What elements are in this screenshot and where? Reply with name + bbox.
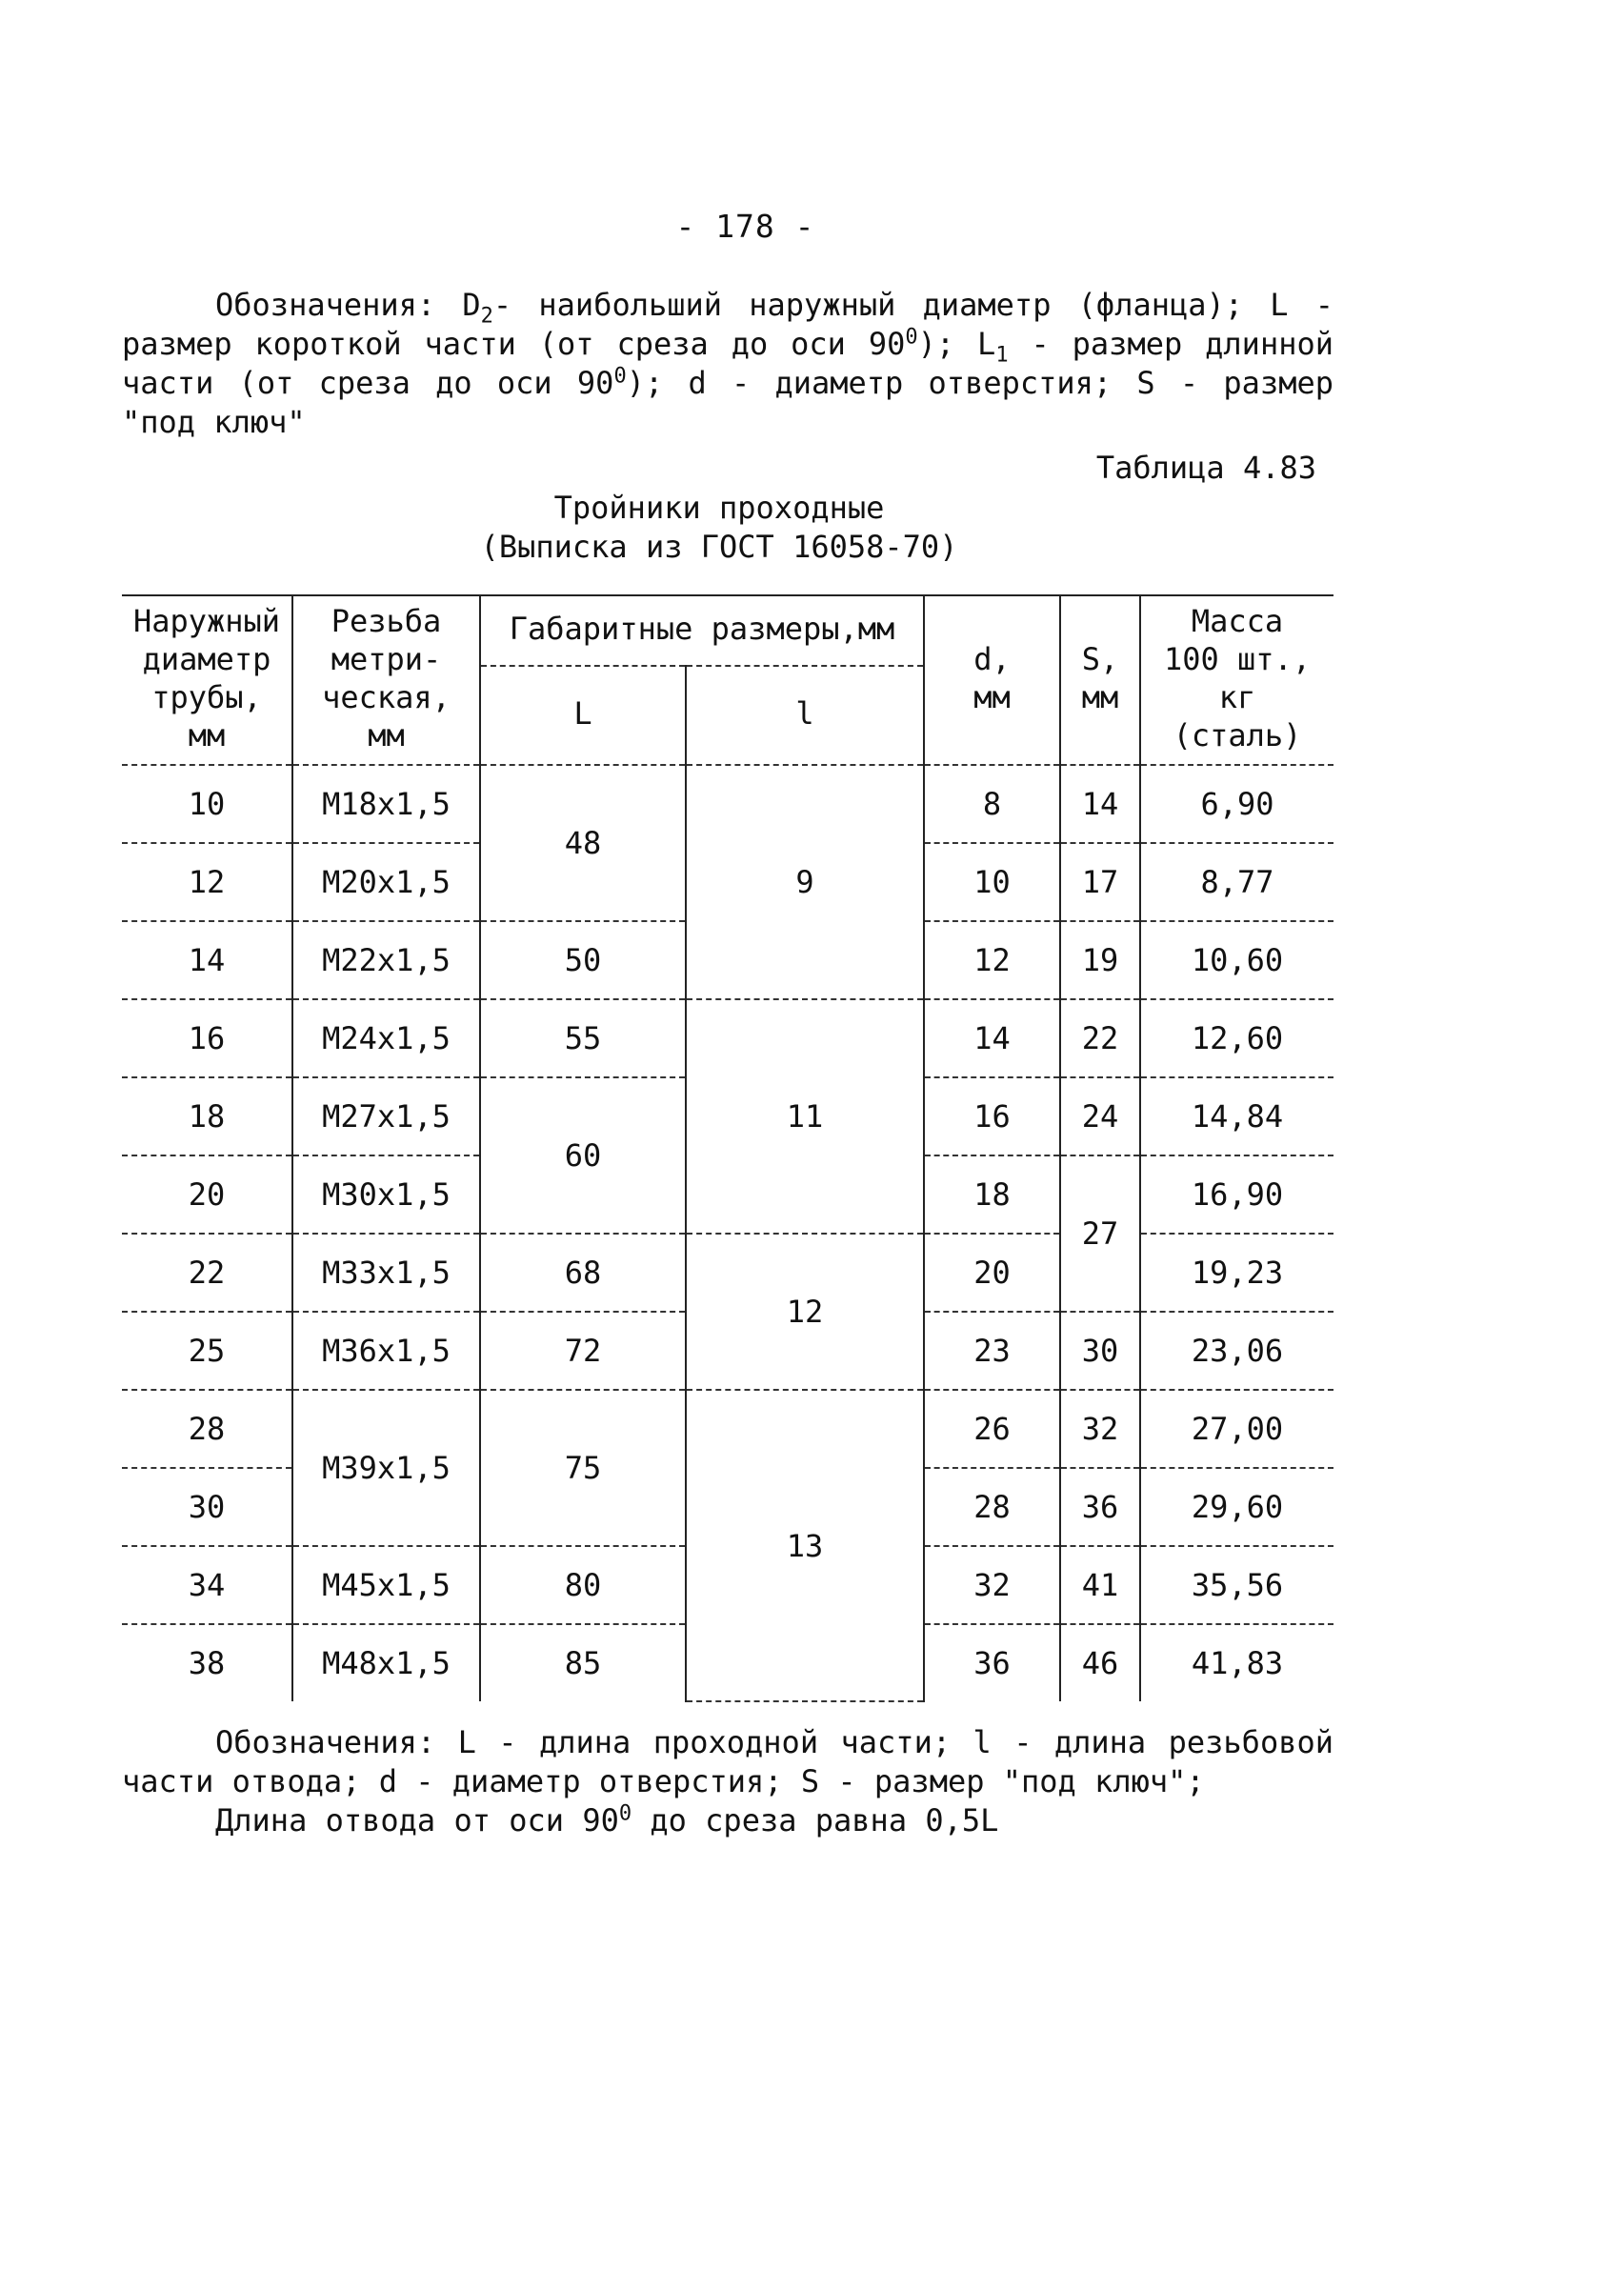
cell-d: 18 [924,1155,1060,1234]
header-l-upper: L [480,666,686,765]
header-s: S, мм [1060,595,1140,765]
cell-thread: M36x1,5 [292,1312,480,1390]
cell-mass: 23,06 [1140,1312,1333,1390]
header-outer-diameter: Наружный диаметр трубы, мм [122,595,292,765]
cell-d: 14 [924,999,1060,1077]
cell-mass: 8,77 [1140,843,1333,921]
cell-d: 23 [924,1312,1060,1390]
legend-top-text-3: ); L [917,326,996,362]
cell-thread: M45x1,5 [292,1546,480,1624]
cell-mass: 16,90 [1140,1155,1333,1234]
cell-length-l: 80 [480,1546,686,1624]
cell-d: 26 [924,1390,1060,1468]
cell-mass: 41,83 [1140,1624,1333,1701]
cell-thread: M33x1,5 [292,1234,480,1312]
cell-mass: 35,56 [1140,1546,1333,1624]
cell-dn: 14 [122,921,292,999]
header-thread: Резьба метри- ческая, мм [292,595,480,765]
legend-top-sub-2: 1 [995,343,1009,368]
cell-thread: M24x1,5 [292,999,480,1077]
legend-bottom [122,1723,1333,1840]
table-title [433,489,1005,567]
legend-top-text-2: - наибольший наружный диаметр (фланца); L - размер короткой части (от среза до оси 90 [122,287,1334,362]
cell-s: 36 [1060,1468,1140,1546]
cell-s: 22 [1060,999,1140,1077]
table-row [122,999,1333,1077]
legend-top-sup-2: 0 [613,364,627,389]
cell-d: 10 [924,843,1060,921]
cell-s: 19 [1060,921,1140,999]
cell-length-thread-l: 9 [686,765,924,999]
cell-s: 24 [1060,1077,1140,1155]
cell-length-l: 60 [480,1077,686,1234]
legend-top-text-5: ); d - диаметр отверстия; S - размер "под ключ" [122,365,1334,440]
cell-dn: 28 [122,1390,292,1468]
page-number: - 178 - [675,208,815,245]
cell-length-thread-l: 13 [686,1390,924,1701]
cell-thread: M22x1,5 [292,921,480,999]
cell-dn: 10 [122,765,292,843]
legend-top-text-1: Обозначения: D [215,287,481,323]
data-table [122,594,1333,1702]
legend-top [122,286,1333,442]
header-d: d, мм [924,595,1060,765]
legend-top-sup-1: 0 [905,325,918,350]
cell-thread: M48x1,5 [292,1624,480,1701]
table-row [122,765,1333,843]
cell-d: 12 [924,921,1060,999]
cell-mass: 14,84 [1140,1077,1333,1155]
cell-s: 41 [1060,1546,1140,1624]
cell-length-l: 75 [480,1390,686,1546]
legend-top-text-4: - размер длинной части (от среза до оси 90 [122,326,1334,401]
cell-d: 28 [924,1468,1060,1546]
cell-d: 36 [924,1624,1060,1701]
cell-dn: 18 [122,1077,292,1155]
cell-dn: 38 [188,1645,226,1681]
cell-d: 16 [924,1077,1060,1155]
cell-dn: 34 [122,1546,292,1624]
cell-dn: 22 [122,1234,292,1312]
cell-d: 32 [924,1546,1060,1624]
table-row [122,1390,1333,1468]
cell-s: 17 [1060,843,1140,921]
cell-dn: 16 [122,999,292,1077]
cell-mass: 12,60 [1140,999,1333,1077]
header-l-lower: l [686,666,924,765]
cell-s: 30 [1060,1312,1140,1390]
cell-length-l: 48 [480,765,686,921]
header-overall-dimensions: Габаритные размеры,мм [480,595,924,666]
cell-dn: 20 [122,1155,292,1234]
cell-thread: M39x1,5 [292,1390,480,1546]
cell-s: 14 [1060,765,1140,843]
table-row [122,1234,1333,1312]
table-number: Таблица 4.83 [1095,450,1316,486]
cell-s: 27 [1060,1155,1140,1312]
legend-top-sub-1: 2 [480,304,493,329]
cell-dn: 30 [122,1468,292,1546]
cell-d: 8 [924,765,1060,843]
cell-s: 46 [1060,1624,1140,1701]
cell-thread: M27x1,5 [292,1077,480,1155]
table-title-line-2: (Выписка из ГОСТ 16058-70) [480,529,958,565]
cell-mass: 10,60 [1140,921,1333,999]
cell-thread: M30x1,5 [292,1155,480,1234]
legend-bottom-line-1: Обозначения: L - длина проходной части; l - длина резьбовой части отвода; d - диаметр отверстия; S - размер "под ключ"; [122,1724,1333,1799]
cell-length-thread-l: 12 [686,1234,924,1390]
cell-length-l: 85 [480,1624,686,1701]
cell-dn: 25 [122,1312,292,1390]
cell-d: 20 [924,1234,1060,1312]
header-mass: Масса 100 шт., кг (сталь) [1140,595,1333,765]
cell-thread: M20x1,5 [292,843,480,921]
cell-length-l: 55 [480,999,686,1077]
cell-mass: 27,00 [1140,1390,1333,1468]
cell-thread: M18x1,5 [292,765,480,843]
cell-s: 32 [1060,1390,1140,1468]
cell-length-l: 50 [480,921,686,999]
cell-length-thread-l: 11 [686,999,924,1234]
cell-mass: 19,23 [1140,1234,1333,1312]
legend-bottom-line-2: Длина отвода от оси $90^0$ до среза равна 0,5L [215,1801,999,1838]
cell-length-l: 68 [480,1234,686,1312]
cell-mass: 29,60 [1140,1468,1333,1546]
cell-length-l: 72 [480,1312,686,1390]
table-title-line-1: Тройники проходные [553,490,885,526]
cell-mass: 6,90 [1140,765,1333,843]
cell-dn: 12 [122,843,292,921]
